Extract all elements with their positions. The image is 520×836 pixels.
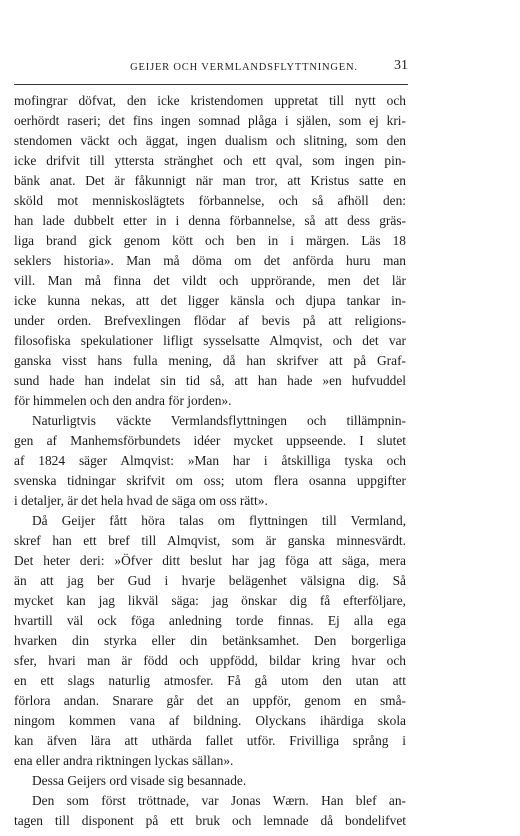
text-line: mycket kan jag likväl säga: jag önskar dig få efterföljare, [14,593,406,608]
text-line: sfer, hvari man är född och uppfödd, bildar kring hvar och [14,653,406,668]
text-line: Naturligtvis väckte Vermlandsflyttningen och tillämpnin- [32,413,406,428]
text-line: hvarken din styrka eller din betänksamhet. Den borgerliga [14,633,406,648]
text-line: liga brand gick genom kött och ben in i märgen. Läs 18 [14,233,406,248]
text-line: sund hade han indelat sin tid så, att han hade »en hufvuddel [14,373,406,388]
text-line: Den som först tröttnade, var Jonas Wærn. Han blef an- [32,793,406,808]
text-line: filosofiska spekulationer lifligt sysselsatte Almqvist, och det var [14,333,406,348]
text-line: Då Geijer fått höra talas om flyttningen till Vermland, [32,513,406,528]
text-line: seklers historia». Man må döma om det anförda huru man [14,253,406,268]
text-line: för himmelen och den andra för jorden». [14,393,232,408]
text-line: sköld mot menniskoslägtets förbannelse, och så afhöll den: [14,193,406,208]
text-line: kan äfven lära att uthärda fallet utför. Frivilliga språng i [14,733,406,748]
text-line: Det heter deri: »Öfver ditt beslut har jag föga att säga, mera [14,553,406,568]
text-line: under orden. Brefvexlingen flödar af bevis på att religions- [14,313,406,328]
text-line: bänk anat. Det är fåkunnigt när man tror, att Kristus satte en [14,173,406,188]
text-line: icke drifvit till yttersta stränghet och ett qval, som ingen pin- [14,153,406,168]
text-line: svenska tidningar skrifvit om oss; utom flera osanna uppgifter [14,473,406,488]
text-line: i detaljer, är det hela hvad de säga om oss rätt». [14,493,268,508]
text-line: en ett slags naturlig atmosfer. Få gå utom den utan att [14,673,406,688]
text-line: ganska visst hans fulla mening, då han skrifver att på Graf- [14,353,406,368]
header-rule [14,84,408,85]
text-line: Dessa Geijers ord visade sig besannade. [32,773,247,788]
text-line: ningom kommen vana af bildning. Olyckans ihärdiga skola [14,713,406,728]
text-line: gen af Manhemsförbundets idéer mycket uppseende. I slutet [14,433,406,448]
text-line: vill. Man må finna det vildt och upprörande, men det lär [14,273,406,288]
text-line: förlora andan. Snarare går det an uppför, genom en små- [14,693,406,708]
body-text [14,91,406,831]
text-line: än att jag ber Gud i hvarje belägenhet välsigna dig. Så [14,573,406,588]
text-line: stendomen väckt och äggat, ingen dualism och slitning, som den [14,133,406,148]
text-line: af 1824 säger Almqvist: »Man har i åtskilliga tyska och [14,453,406,468]
text-line: ena eller andra riktningen lyckas sällan». [14,753,234,768]
text-line: skref han ett bref till Almqvist, som är ganska minnesvärdt. [14,533,406,548]
text-line: oerhördt raseri; det fins ingen somnad plåga i själen, som ej kri- [14,113,406,128]
text-line: tagen till disponent på ett bruk och lemnade då bondelifvet [14,813,406,828]
text-line: han lade dubbelt etter in i denna förbannelse, så att dess gräs- [14,213,406,228]
text-line: hvartill väl ock föga anledning torde finnas. Ej alla ega [14,613,406,628]
text-line: mofingrar döfvat, den icke kristendomen uppretat till nytt och [14,93,406,108]
page-number: 31 [394,58,408,73]
running-title: GEIJER OCH VERMLANDSFLYTTNINGEN. [130,62,358,73]
text-line: icke kunna nekas, att det ligger känsla och djupa tankar in- [14,293,406,308]
